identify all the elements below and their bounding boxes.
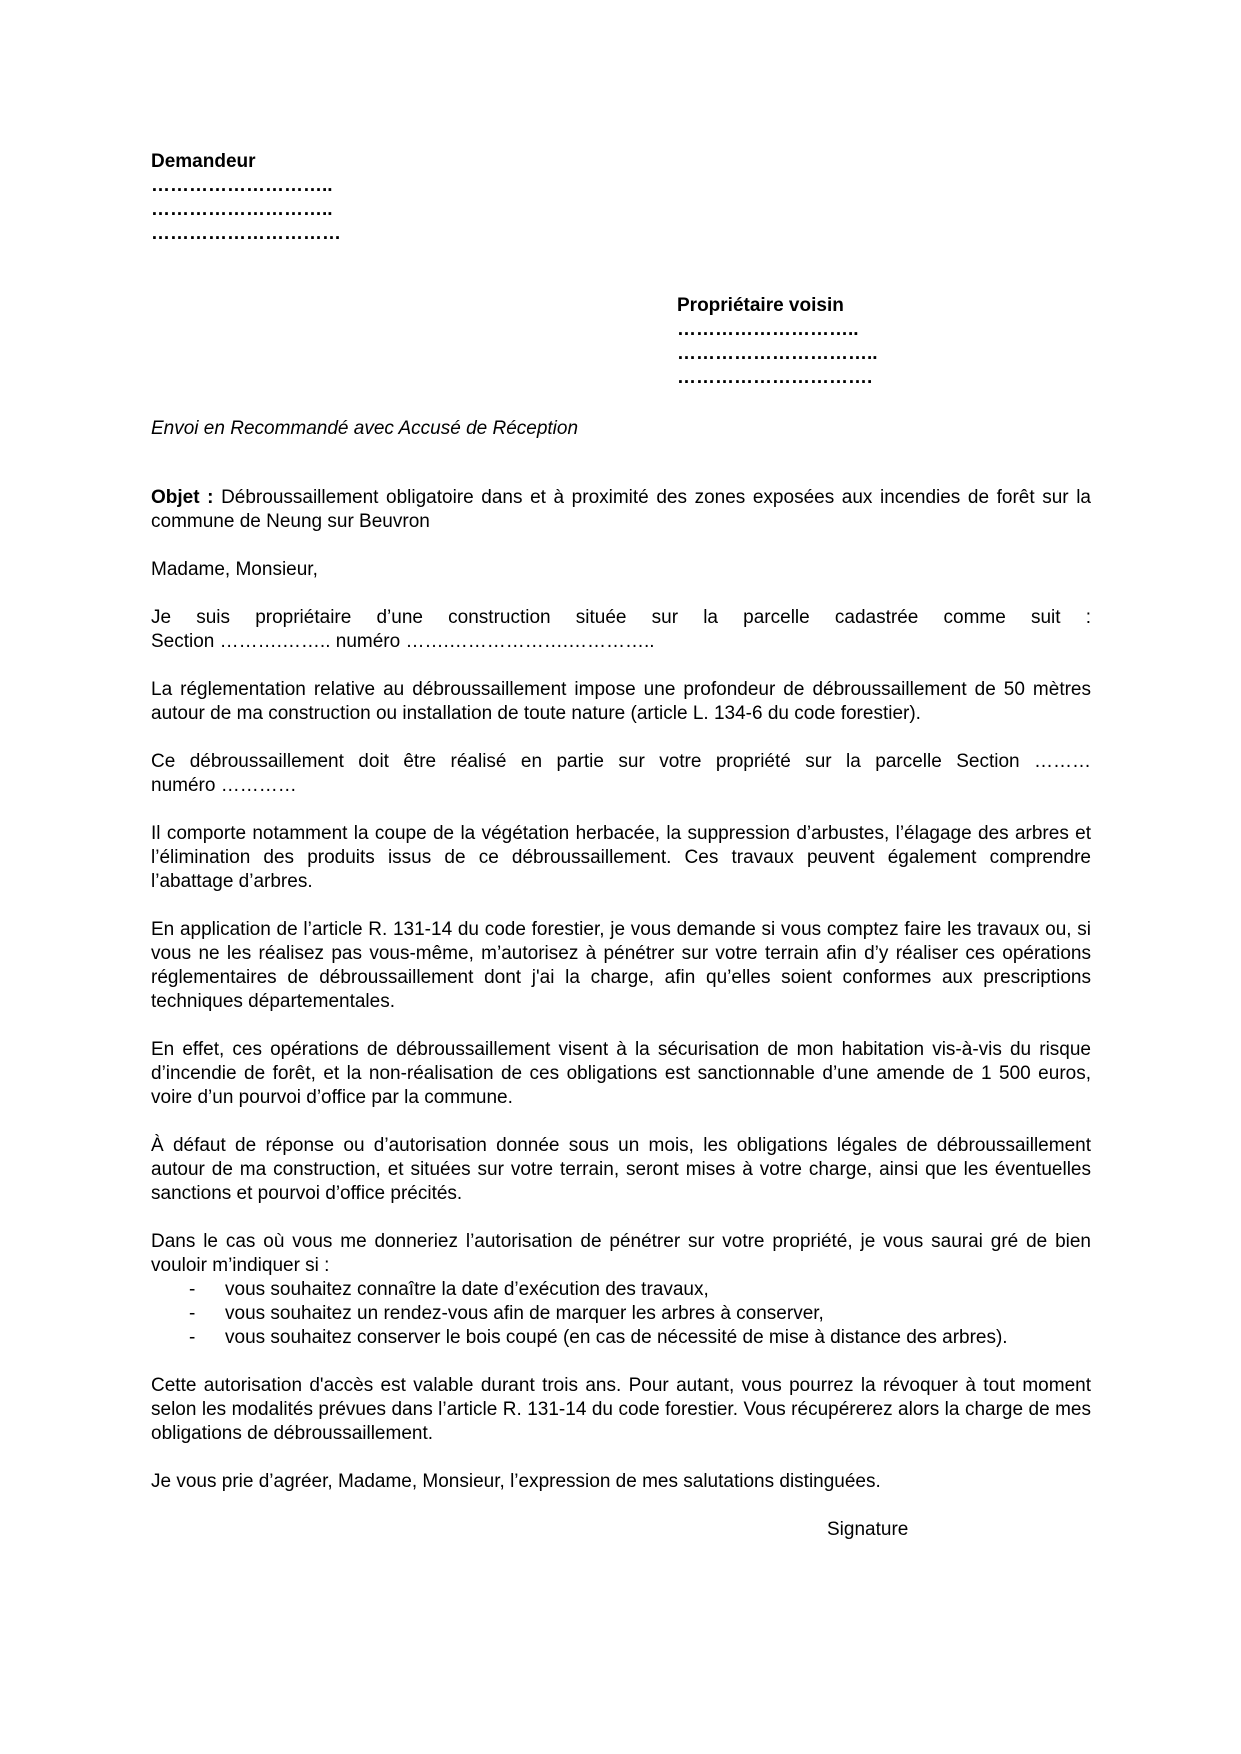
paragraph-regulation: La réglementation relative au débroussaillement impose une profondeur de débroussaillement de 50 mètres autour de ma construction ou installation de toute nature (article L. 134-6 du code forestier). bbox=[151, 679, 1091, 724]
salutation: Madame, Monsieur, bbox=[151, 559, 318, 580]
recipient-label: Propriétaire voisin bbox=[677, 295, 844, 316]
paragraph-intro: Dans le cas où vous me donneriez l’autorisation de pénétrer sur votre propriété, je vous saurai gré de bien vouloir m’indiquer si : bbox=[151, 1231, 1091, 1276]
list-item bbox=[151, 1278, 1091, 1302]
paragraph-parcel bbox=[151, 606, 1091, 654]
sender-block bbox=[151, 150, 451, 246]
subject-text: Débroussaillement obligatoire dans et à proximité des zones exposées aux incendies de forêt sur la commune de Neung sur Beuvron bbox=[151, 487, 1091, 532]
sender-line: ……………………….. bbox=[151, 175, 333, 196]
list-item bbox=[151, 1302, 1091, 1326]
bullet-dash: - bbox=[189, 1327, 196, 1348]
list-item-text: vous souhaitez conserver le bois coupé (en cas de nécessité de mise à distance des arbres). bbox=[225, 1327, 1008, 1348]
recipient-line: ………………………….. bbox=[677, 343, 878, 364]
list-item bbox=[151, 1326, 1091, 1350]
paragraph-works: Il comporte notamment la coupe de la végétation herbacée, la suppression d’arbustes, l’élagage des arbres et l’élimination des produits issus de ce débroussaillement. Ces travaux peuvent également comprendre l’abattage d’arbres. bbox=[151, 823, 1091, 892]
bullet-dash: - bbox=[189, 1279, 196, 1300]
paragraph-validity: Cette autorisation d'accès est valable durant trois ans. Pour autant, vous pourrez la révoquer à tout moment selon les modalités prévues dans l’article R. 131-14 du code forestier. Vous récupérerez alors la charge de mes obligations de débroussaillement. bbox=[151, 1375, 1091, 1444]
sender-line: ………………………… bbox=[151, 223, 341, 244]
paragraph-request: En application de l’article R. 131-14 du code forestier, je vous demande si vous comptez faire les travaux ou, si vous ne les réalisez pas vous-même, m’autorisez à pénétrer sur votre terrain afin d’y réaliser ces opérations réglementaires de débroussaillement dont j'ai la charge, afin qu’elles soient conformes aux prescriptions techniques départementales. bbox=[151, 919, 1091, 1012]
paragraph-line: Section ……….…….. numéro …….……………….………….. bbox=[151, 631, 655, 652]
recipient-line: …………………………. bbox=[677, 367, 873, 388]
recipient-line: ……………………….. bbox=[677, 319, 859, 340]
delivery-note: Envoi en Recommandé avec Accusé de Réception bbox=[151, 418, 579, 439]
paragraph-neighbor-parcel bbox=[151, 750, 1091, 798]
signature: Signature bbox=[827, 1519, 909, 1540]
recipient-block bbox=[677, 294, 977, 390]
paragraph-line: Ce débroussaillement doit être réalisé en partie sur votre propriété sur la parcelle Section ……… bbox=[151, 751, 1091, 772]
paragraph-authorization bbox=[151, 1230, 1091, 1350]
sender-line: ……………………….. bbox=[151, 199, 333, 220]
list-item-text: vous souhaitez un rendez-vous afin de marquer les arbres à conserver, bbox=[225, 1303, 824, 1324]
options-list bbox=[151, 1278, 1091, 1350]
paragraph-line: numéro ………… bbox=[151, 775, 297, 796]
paragraph-fire-risk: En effet, ces opérations de débroussaillement visent à la sécurisation de mon habitation vis-à-vis du risque d’incendie de forêt, et la non-réalisation de ces obligations est sanctionnable d’une amende de 1 500 euros, voire d’un pourvoi d’office par la commune. bbox=[151, 1039, 1091, 1108]
closing: Je vous prie d’agréer, Madame, Monsieur, l’expression de mes salutations distinguées. bbox=[151, 1471, 881, 1492]
subject-line bbox=[151, 486, 1091, 534]
subject-label: Objet : bbox=[151, 487, 214, 508]
list-item-text: vous souhaitez connaître la date d’exécution des travaux, bbox=[225, 1279, 709, 1300]
bullet-dash: - bbox=[189, 1303, 196, 1324]
sender-label: Demandeur bbox=[151, 151, 256, 172]
paragraph-default: À défaut de réponse ou d’autorisation donnée sous un mois, les obligations légales de débroussaillement autour de ma construction, et situées sur votre terrain, seront mises à votre charge, ainsi que les éventuelles sanctions et pourvoi d’office précités. bbox=[151, 1135, 1091, 1204]
paragraph-line: Je suis propriétaire d’une construction située sur la parcelle cadastrée comme suit : bbox=[151, 607, 1091, 628]
